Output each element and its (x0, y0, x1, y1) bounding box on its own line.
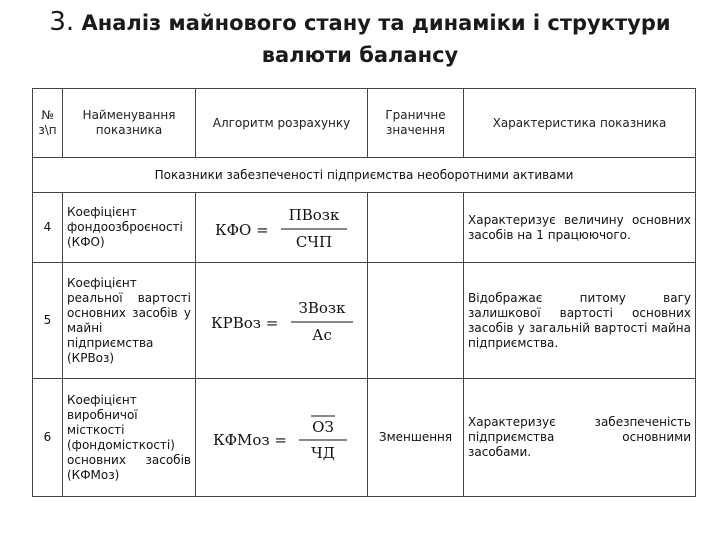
formula-kfo (197, 196, 367, 260)
section-row (33, 158, 696, 193)
formula-lhs: КФО = (214, 220, 269, 239)
formula-lhs: КФМоз = (212, 430, 287, 449)
row-number: 6 (33, 379, 63, 497)
indicator-name: Коефіцієнт фондоозброєності (КФО) (63, 193, 196, 263)
formula-numerator: ЗВозк (298, 298, 345, 317)
title-text-1: Аналіз майнового стану та динаміки і структури (81, 11, 671, 35)
header-characteristic: Характеристика показника (464, 89, 696, 158)
table-row (33, 379, 696, 497)
formula-numerator: ОЗ (311, 417, 334, 436)
limit-value (368, 193, 464, 263)
formula-cell (196, 263, 368, 379)
formula-lhs: КРВоз = (210, 313, 278, 332)
indicator-name: Коефіцієнт виробничої місткості (фондомісткості) основних засобів (КФМоз) (63, 379, 196, 497)
row-number: 4 (33, 193, 63, 263)
page-title (0, 6, 720, 71)
table-row (33, 193, 696, 263)
header-name: Найменування показника (63, 89, 196, 158)
formula-cell (196, 193, 368, 263)
header-limit: Граничне значення (368, 89, 464, 158)
indicator-name: Коефіцієнт реальної вартості основних засобів у майні підприємства (КРВоз) (63, 263, 196, 379)
table-row (33, 263, 696, 379)
indicators-table (32, 88, 696, 497)
indicator-characteristic: Характеризує величину основних засобів на 1 працюючого. (464, 193, 696, 263)
formula-numerator: ПВозк (288, 205, 339, 224)
header-num: № з\п (33, 89, 63, 158)
header-algorithm: Алгоритм розрахунку (196, 89, 368, 158)
limit-value (368, 263, 464, 379)
limit-value: Зменшення (368, 379, 464, 497)
title-line-1 (0, 6, 720, 39)
row-number: 5 (33, 263, 63, 379)
formula-denominator: СЧП (295, 232, 332, 251)
indicator-characteristic: Характеризує забезпеченість підприємства основними засобами. (464, 379, 696, 497)
title-line-2: валюти балансу (261, 43, 459, 67)
formula-denominator: Ас (311, 325, 332, 344)
section-number: 3. (49, 7, 75, 37)
formula-krvoz (197, 289, 367, 353)
indicator-characteristic: Відображає питому вагу залишкової вартості основних засобів у загальній вартості майна підприємства. (464, 263, 696, 379)
section-title: Показники забезпеченості підприємства необоротними активами (33, 158, 696, 193)
formula-kfmoz (197, 406, 367, 470)
formula-cell (196, 379, 368, 497)
formula-denominator: ЧД (310, 443, 335, 462)
header-row (33, 89, 696, 158)
